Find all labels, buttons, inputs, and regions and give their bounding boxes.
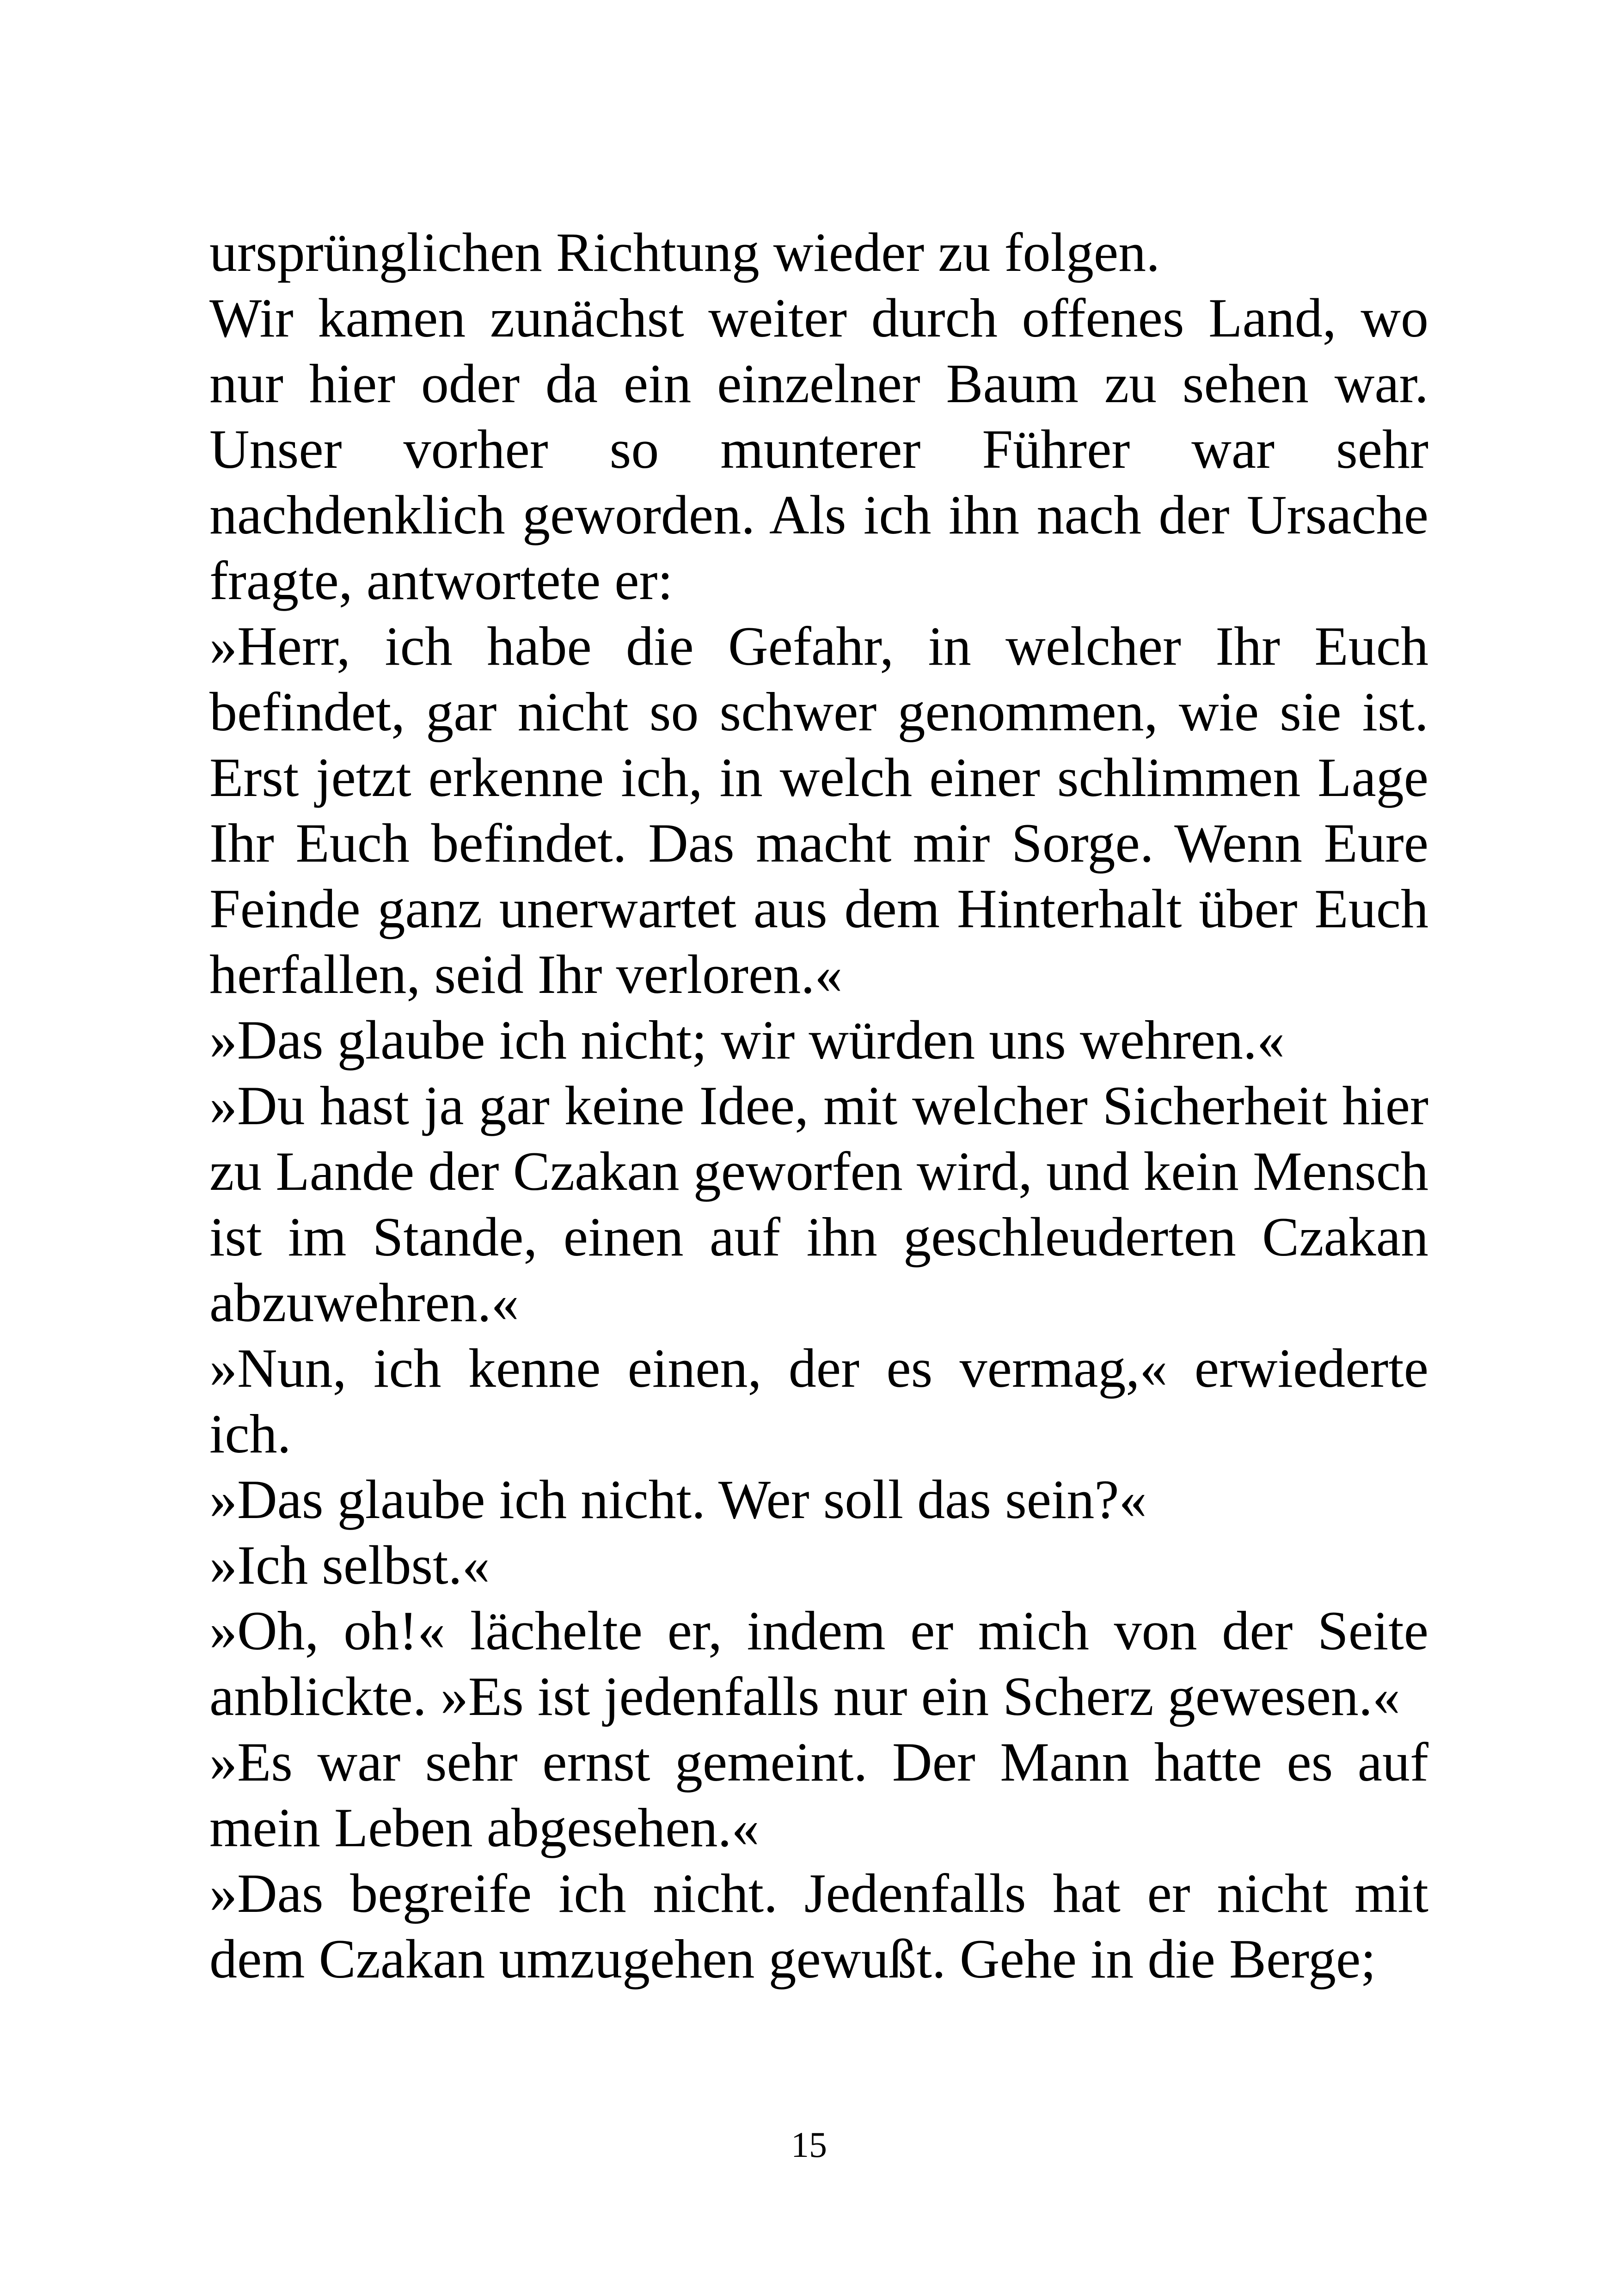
paragraph: »Das glaube ich nicht. Wer soll das sein?« [209,1469,1147,1530]
paragraph: »Das glaube ich nicht; wir würden uns wehren.« [209,1009,1285,1071]
paragraph: »Herr, ich habe die Gefahr, in welcher Ihr Euch befindet, gar nicht so schwer genommen, wie sie ist. Erst jetzt erkenne ich, in welch einer schlimmen Lage Ihr Euch befindet. Das macht mir Sorge. Wenn Eure Feinde ganz unerwartet aus dem Hinterhalt über Euch herfallen, seid Ihr verloren.« [209,615,1428,1005]
paragraph: »Oh, oh!« lächelte er, indem er mich von der Seite anblickte. »Es ist jedenfalls nur ein Scherz gewesen.« [209,1600,1428,1727]
paragraph: Wir kamen zunächst weiter durch offenes Land, wo nur hier oder da ein einzelner Baum zu sehen war. Unser vorher so munterer Führer war sehr nachdenklich geworden. Als ich ihn nach der Ursache fragte, antwortete er: [209,287,1428,611]
paragraph: »Nun, ich kenne einen, der es vermag,« erwiederte ich. [209,1337,1428,1464]
body-text [209,220,1428,1992]
paragraph: »Du hast ja gar keine Idee, mit welcher Sicherheit hier zu Lande der Czakan geworfen wird, und kein Mensch ist im Stande, einen auf ihn geschleuderten Czakan abzuwehren.« [209,1075,1428,1333]
page-number: 15 [791,2125,827,2165]
paragraph: »Ich selbst.« [209,1534,490,1596]
paragraph: »Es war sehr ernst gemeint. Der Mann hatte es auf mein Leben abgesehen.« [209,1731,1428,1858]
paragraph: ursprünglichen Richtung wieder zu folgen. [209,221,1160,283]
paragraph: »Das begreife ich nicht. Jedenfalls hat er nicht mit dem Czakan umzugehen gewußt. Gehe in die Berge; [209,1862,1428,1990]
